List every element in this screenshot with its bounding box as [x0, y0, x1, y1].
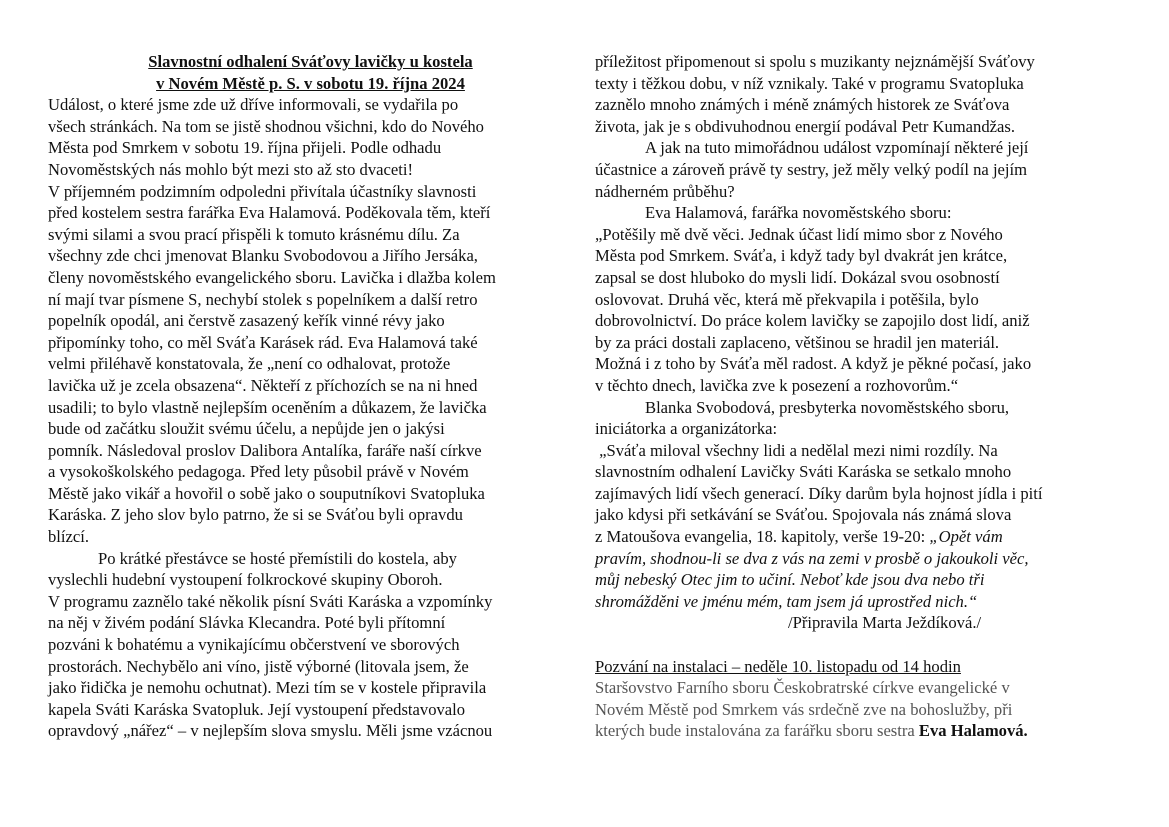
bible-quote-start: „Opět vám [929, 527, 1003, 547]
body-line: V příjemném podzimním odpoledni přivítala účastníky slavnosti [48, 181, 477, 201]
body-line: pozváni k bohatému a vynikajícímu občerstvení ve sborových [48, 635, 460, 655]
body-line: pomník. Následoval proslov Dalibora Antalíka, faráře naší církve [48, 440, 482, 460]
body-line: opravdový „nářez“ – v nejlepším slova smyslu. Měli jsme vzácnou [48, 721, 493, 741]
quote-line: dobrovolnictví. Do práce kolem lavičky se zapojilo dost lidí, aniž [595, 311, 1030, 331]
body-line: vyslechli hudební vystoupení folkrockové skupiny Oboroh. [48, 570, 443, 590]
bible-quote-line: pravím, shodnou-li se dva z vás na zemi v prosbě o jakoukoli věc, [595, 548, 1029, 568]
article-title-line-1: Slavnostní odhalení Sváťovy lavičky u kostela [148, 52, 473, 71]
body-line: V programu zaznělo také několik písní Sváti Karáska a vzpomínky [48, 591, 493, 611]
body-line: Eva Halamová, farářka novoměstského sboru: [645, 203, 952, 223]
quote-line: jako kdysi při setkávání se Sváťou. Spojovala nás známá slova [595, 505, 1012, 525]
body-line: všech stránkách. Na tom se jistě shodnou všichni, kdo do Nového [48, 116, 484, 136]
article-title-line-2: v Novém Městě p. S. v sobotu 19. října 2024 [156, 73, 465, 93]
quote-line: Možná i z toho by Sváťa měl radost. A když je pěkné počasí, jako [595, 354, 1032, 374]
body-line: texty i těžkou dobu, v níž vznikaly. Také v programu Svatopluka [595, 73, 1024, 93]
body-line: na něj v živém podání Slávka Klecandra. Poté byli přítomní [48, 613, 446, 633]
body-line: před kostelem sestra farářka Eva Halamová. Poděkovala těm, kteří [48, 203, 491, 223]
quote-line: „Sváťa miloval všechny lidi a nedělal mezi nimi rozdíly. Na [595, 440, 998, 460]
bible-quote-line: shromážděni ve jménu mém, tam jsem já uprostřed nich.“ [595, 591, 978, 611]
body-line: bude od začátku sloužit svému účelu, a nepůjde jen o jakýsi [48, 419, 445, 439]
body-line: účastnice a zároveň právě ty sestry, jež měly velký podíl na jejím [595, 159, 1028, 179]
quote-line [595, 526, 1135, 548]
quote-line: v těchto dnech, lavička zve k posezení a rozhovorům.“ [595, 375, 959, 395]
invitation-line-text: kterých bude instalována za farářku sboru sestra [595, 721, 919, 741]
body-line: lavička už je zcela obsazena“. Někteří z příchozích se na ni hned [48, 375, 478, 395]
body-line: iniciátorka a organizátorka: [595, 419, 778, 439]
left-column [48, 51, 573, 742]
body-line: všechny zde chci jmenovat Blanku Svobodovou a Jiřího Jersáka, [48, 246, 478, 266]
quote-line: by za práci dostali zaplaceno, většinou se hradil jen materiál. [595, 332, 1000, 352]
quote-line: slavnostním odhalení Lavičky Sváti Karáska se setkalo mnoho [595, 462, 1012, 482]
body-line: Událost, o které jsme zde už dříve informovali, se vydařila po [48, 95, 459, 115]
invitation-heading: Pozvání na instalaci – neděle 10. listopadu od 14 hodin [595, 656, 961, 676]
body-line: kapela Sváti Karáska Svatopluk. Její vystoupení představovalo [48, 699, 466, 719]
body-line: a vysokoškolského pedagoga. Před lety působil právě v Novém [48, 462, 469, 482]
right-column [595, 51, 1135, 742]
body-line: příležitost připomenout si spolu s muzikanty nejznámější Sváťovy [595, 52, 1035, 71]
author-signature: /Připravila Marta Ježdíková./ [788, 613, 982, 633]
body-line: Města pod Smrkem v sobotu 19. října přijeli. Podle odhadu [48, 138, 442, 158]
quote-line: zapsal se dost hluboko do mysli lidí. Dokázal svou osobností [595, 267, 1000, 287]
body-line: připomínky toho, co měl Sváťa Karásek rád. Eva Halamová také [48, 332, 478, 352]
invitation-line [595, 720, 1135, 742]
body-line: nádherném průběhu? [595, 181, 735, 201]
body-line: Po krátké přestávce se hosté přemístili do kostela, aby [98, 548, 457, 568]
body-line: ní mají tvar písmene S, nechybí stolek s popelníkem a další retro [48, 289, 478, 309]
body-line: života, jak je s obdivuhodnou energií podával Petr Kumandžas. [595, 116, 1015, 136]
quote-line: „Potěšily mě dvě věci. Jednak účast lidí mimo sbor z Nového [595, 224, 1003, 244]
body-line: jako řidička je nemohu ochutnat). Mezi tím se v kostele připravila [48, 678, 487, 698]
pastor-name: Eva Halamová. [918, 721, 1028, 741]
quote-line: Města pod Smrkem. Sváťa, i když tady byl dvakrát jen krátce, [595, 246, 1008, 266]
body-line: Novoměstských nás mohlo být mezi sto až sto dvaceti! [48, 159, 413, 179]
invitation-line: Novém Městě pod Smrkem vás srdečně zve na bohoslužby, při [595, 699, 1013, 719]
body-line: Karáska. Z jeho slov bylo patrno, že si se Sváťou byli opravdu [48, 505, 463, 525]
spacer [595, 634, 1135, 656]
body-line: členy novoměstského evangelického sboru. Lavička i dlažba kolem [48, 267, 496, 287]
bible-quote-line: můj nebeský Otec jim to učiní. Neboť kde jsou dva nebo tři [595, 570, 985, 590]
body-line: zaznělo mnoho známých i méně známých historek ze Sváťova [595, 95, 1010, 115]
body-line: popelník opodál, ani čerstvě zasazený keřík vinné révy jako [48, 311, 445, 331]
body-line: Blanka Svobodová, presbyterka novoměstského sboru, [645, 397, 1010, 417]
body-line: velmi přiléhavě konstatovala, že „není co odhalovat, protože [48, 354, 451, 374]
quote-line-text: z Matoušova evangelia, 18. kapitoly, verše 19-20: [595, 527, 930, 547]
body-line: Městě jako vikář a hovořil o sobě jako o souputníkovi Svatopluka [48, 483, 485, 503]
body-line: svými silami a svou prací přispěli k tomuto krásnému dílu. Za [48, 224, 460, 244]
body-line: blízcí. [48, 527, 90, 547]
invitation-line: Staršovstvo Farního sboru Českobratrské církve evangelické v [595, 678, 1010, 698]
body-line: A jak na tuto mimořádnou událost vzpomínají některé její [645, 138, 1029, 158]
quote-line: oslovovat. Druhá věc, která mě překvapila i potěšila, bylo [595, 289, 979, 309]
body-line: prostorách. Nechybělo ani víno, jistě výborné (litovala jsem, že [48, 656, 469, 676]
quote-line: zajímavých lidí všech generací. Díky darům byla hojnost jídla i pití [595, 483, 1043, 503]
body-line: usadili; to bylo vlastně nejlepším oceněním a důkazem, že lavička [48, 397, 487, 417]
